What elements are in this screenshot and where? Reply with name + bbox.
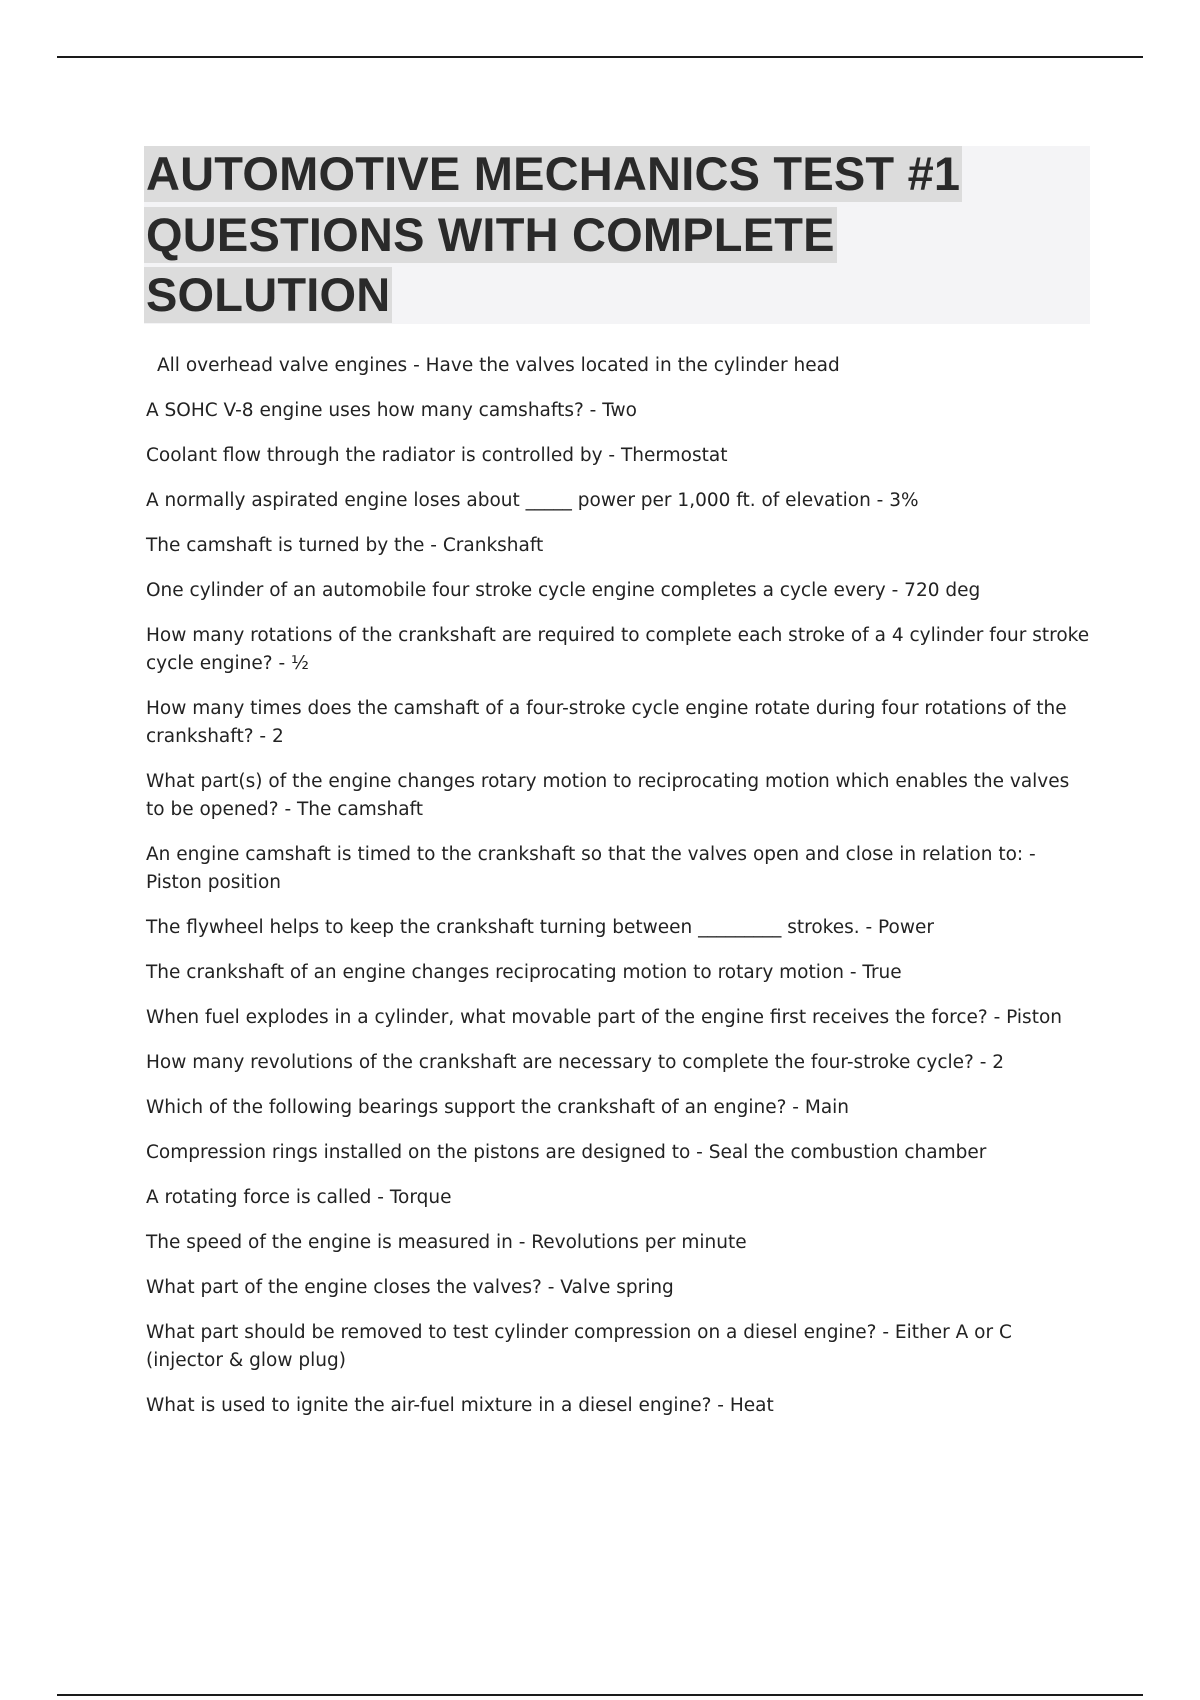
qa-item: A normally aspirated engine loses about _____ power per 1,000 ft. of elevation - 3% <box>146 490 919 511</box>
qa-item: A rotating force is called - Torque <box>146 1187 452 1208</box>
qa-item: When fuel explodes in a cylinder, what movable part of the engine first receives the force? - Piston <box>146 1007 1062 1028</box>
qa-item: How many times does the camshaft of a four-stroke cycle engine rotate during four rotations of the crankshaft? - 2 <box>146 698 1067 747</box>
qa-item: What is used to ignite the air-fuel mixture in a diesel engine? - Heat <box>146 1395 774 1416</box>
qa-item: A SOHC V-8 engine uses how many camshafts? - Two <box>146 400 637 421</box>
qa-item: The camshaft is turned by the - Crankshaft <box>146 535 544 556</box>
qa-item: What part should be removed to test cylinder compression on a diesel engine? - Either A or C (injector & glow plug) <box>146 1322 1012 1371</box>
qa-item: An engine camshaft is timed to the crankshaft so that the valves open and close in relation to: - Piston position <box>146 844 1036 893</box>
qa-item: One cylinder of an automobile four stroke cycle engine completes a cycle every - 720 deg <box>146 580 981 601</box>
qa-item: Which of the following bearings support the crankshaft of an engine? - Main <box>146 1097 850 1118</box>
page-title-line-1: AUTOMOTIVE MECHANICS TEST #1 <box>146 147 961 200</box>
qa-item: The flywheel helps to keep the crankshaft turning between _________ strokes. - Power <box>146 917 934 938</box>
qa-item: How many revolutions of the crankshaft are necessary to complete the four-stroke cycle? - 2 <box>146 1052 1005 1073</box>
title-block <box>144 146 1090 324</box>
header-rule <box>57 56 1143 58</box>
qa-item: The crankshaft of an engine changes reciprocating motion to rotary motion - True <box>146 962 902 983</box>
page-title-line-2: QUESTIONS WITH COMPLETE <box>146 208 835 261</box>
footer-rule <box>57 1694 1143 1696</box>
qa-item: Compression rings installed on the pistons are designed to - Seal the combustion chamber <box>146 1142 987 1163</box>
qa-list <box>146 352 1092 1437</box>
qa-item: What part of the engine closes the valves? - Valve spring <box>146 1277 674 1298</box>
qa-item: All overhead valve engines - Have the valves located in the cylinder head <box>157 355 840 376</box>
page-title-line-3: SOLUTION <box>146 268 391 321</box>
qa-item: How many rotations of the crankshaft are required to complete each stroke of a 4 cylinder four stroke cycle engine? - ½ <box>146 625 1090 674</box>
qa-item: The speed of the engine is measured in - Revolutions per minute <box>146 1232 747 1253</box>
qa-item: What part(s) of the engine changes rotary motion to reciprocating motion which enables the valves to be opened? - The camshaft <box>146 771 1070 820</box>
qa-item: Coolant flow through the radiator is controlled by - Thermostat <box>146 445 728 466</box>
